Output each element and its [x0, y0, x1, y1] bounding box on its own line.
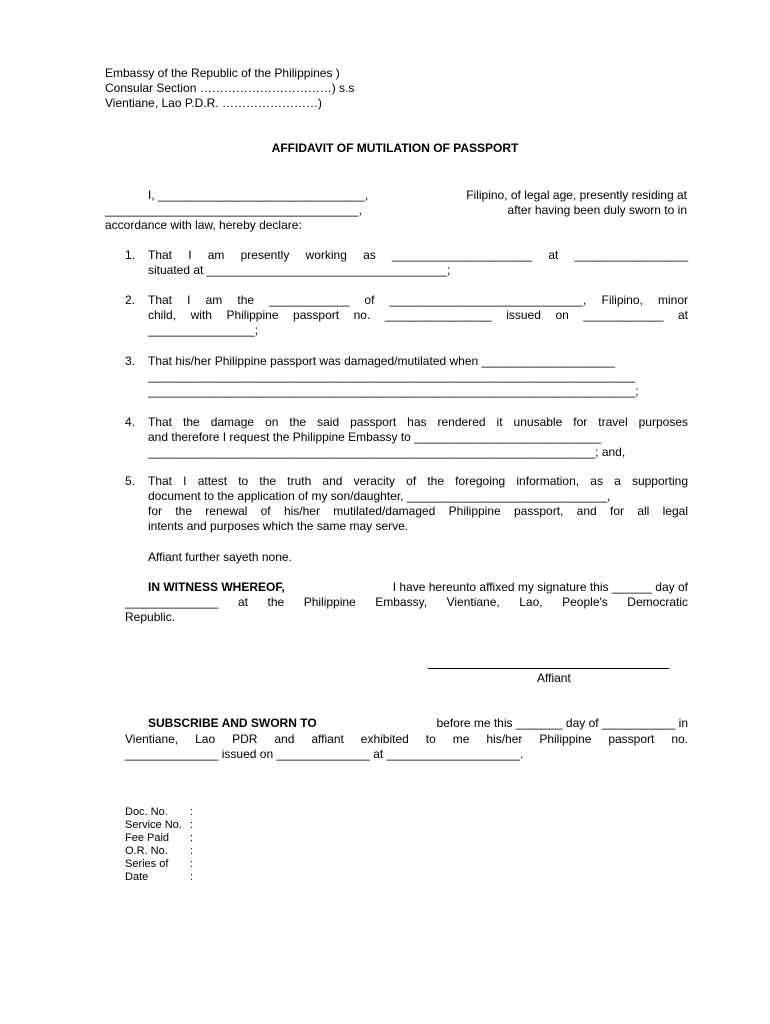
item-2-line-2: child, with Philippine passport no. ________________ issued on ____________ at: [148, 308, 688, 322]
item-3-line-3: _________________________________________________________________________;: [148, 384, 639, 398]
witness-line-2: ______________ at the Philippine Embassy, Vientiane, Lao, People's Democratic: [125, 595, 688, 609]
item-5-line-3: for the renewal of his/her mutilated/damaged Philippine passport, and for all legal: [148, 504, 688, 518]
affiant-further-statement: Affiant further sayeth none.: [148, 550, 292, 564]
affiant-label: Affiant: [537, 671, 571, 685]
item-3-line-2: _________________________________________________________________________: [148, 369, 636, 383]
item-5-line-2: document to the application of my son/daughter, ______________________________,: [148, 489, 611, 503]
intro-line-1-left: I, _______________________________,: [148, 188, 369, 202]
affiant-signature-line: [428, 668, 669, 669]
sworn-bold-text: SUBSCRIBE AND SWORN TO: [148, 716, 317, 730]
notary-label-series-of: Series of: [125, 858, 169, 870]
witness-line-3: Republic.: [125, 610, 176, 624]
intro-line-1-right: Filipino, of legal age, presently residing at: [466, 188, 687, 202]
document-title: AFFIDAVIT OF MUTILATION OF PASSPORT: [271, 141, 519, 155]
item-3-number: 3.: [125, 354, 136, 368]
witness-bold-text: IN WITNESS WHEREOF,: [148, 580, 285, 594]
notary-label-fee-paid: Fee Paid: [125, 832, 170, 844]
item-5-number: 5.: [125, 474, 136, 488]
item-1-line-1: That I am presently working as _____________________ at _________________: [148, 248, 688, 262]
intro-line-2-right: after having been duly sworn to in: [507, 203, 687, 217]
item-5-line-4: intents and purposes which the same may serve.: [148, 519, 409, 533]
item-3-line-1: That his/her Philippine passport was damaged/mutilated when ____________________: [148, 354, 615, 368]
item-2-line-1: That I am the ____________ of _____________________________, Filipino, minor: [148, 293, 688, 307]
intro-line-2-left: ______________________________________,: [105, 203, 362, 217]
witness-line-1: I have hereunto affixed my signature this ______ day of: [392, 580, 688, 594]
notary-label-service-no: Service No.: [125, 819, 182, 831]
notary-label-or-no: O.R. No.: [125, 845, 168, 857]
notary-colon-4: :: [190, 845, 194, 857]
header-line-3: Vientiane, Lao P.D.R. ……………………): [105, 96, 322, 110]
item-2-line-3: ________________;: [148, 323, 259, 337]
sworn-line-2: Vientiane, Lao PDR and affiant exhibited to me his/her Philippine passport no.: [125, 732, 688, 746]
item-4-line-2: and therefore I request the Philippine Embassy to ____________________________: [148, 430, 602, 444]
item-5-line-1: That I attest to the truth and veracity of the foregoing information, as a supporting: [148, 474, 688, 488]
item-4-line-1: That the damage on the said passport has rendered it unusable for travel purposes: [148, 415, 688, 429]
notary-colon-2: :: [190, 819, 194, 831]
notary-colon-1: :: [190, 806, 194, 818]
sworn-line-1: before me this _______ day of ___________ in: [436, 716, 688, 730]
item-4-line-3: ___________________________________________________________________; and,: [148, 445, 626, 459]
notary-colon-3: :: [190, 832, 194, 844]
witness-bold-heading: [148, 580, 285, 595]
notary-label-date: Date: [125, 871, 149, 883]
notary-label-doc-no: Doc. No.: [125, 806, 168, 818]
item-1-number: 1.: [125, 248, 136, 262]
sworn-line-3: ______________ issued on ______________ at ____________________.: [125, 747, 524, 761]
sworn-bold-heading: [148, 716, 317, 731]
header-line-1: Embassy of the Republic of the Philippines ): [105, 66, 340, 80]
intro-line-3: accordance with law, hereby declare:: [105, 218, 302, 232]
item-2-number: 2.: [125, 293, 136, 307]
item-1-line-2: situated at ____________________________________;: [148, 263, 451, 277]
notary-colon-6: :: [190, 871, 194, 883]
notary-colon-5: :: [190, 858, 194, 870]
header-line-2: Consular Section ……………………………) s.s: [105, 81, 355, 95]
item-4-number: 4.: [125, 415, 136, 429]
